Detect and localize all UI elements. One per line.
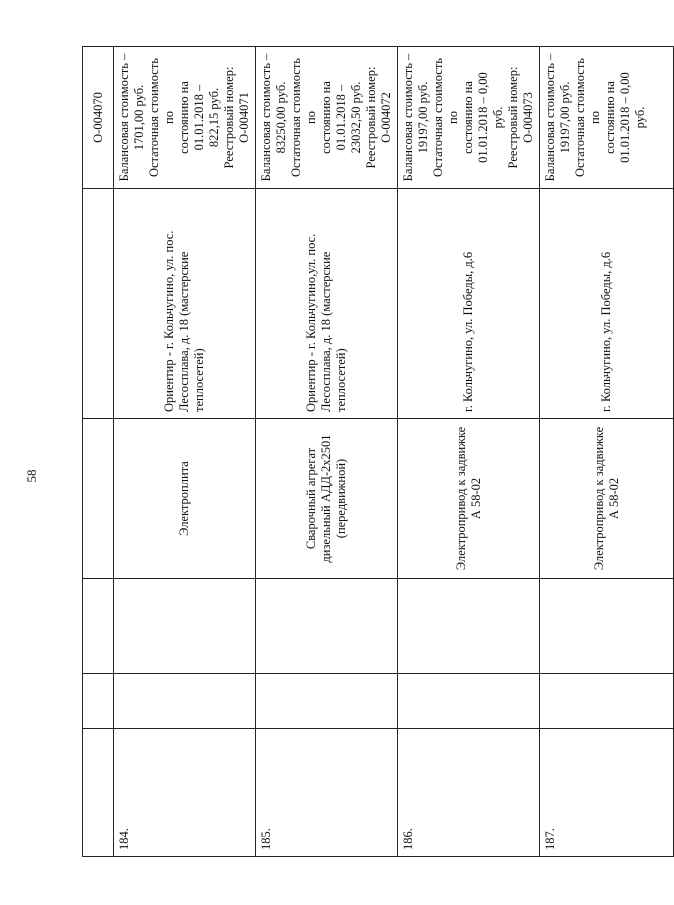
- empty-cell: [256, 579, 398, 674]
- header-registry-number: О-004070: [83, 47, 114, 189]
- value-line: Балансовая стоимость –: [259, 53, 273, 182]
- empty-cell: [398, 674, 540, 729]
- row-number: 187.: [540, 729, 674, 857]
- table-row: [114, 47, 256, 857]
- value-line: 1701,00 руб.: [132, 84, 146, 151]
- item-address: г. Кольчугино, ул. Победы, д.6: [540, 189, 674, 419]
- value-line: Остаточная стоимость по: [573, 58, 602, 178]
- value-line: 23032,50 руб.: [349, 81, 363, 154]
- value-line: О-004071: [237, 92, 251, 143]
- value-line: состоянию на 01.01.2018 –: [177, 81, 206, 154]
- empty-cell: [398, 579, 540, 674]
- value-line: О-004073: [521, 92, 535, 143]
- value-line: Остаточная стоимость по: [147, 58, 176, 178]
- table-row: [540, 47, 674, 857]
- table-row: [398, 47, 540, 857]
- item-address: Ориентир - г. Кольчугино,ул. пос. Лесосплава, д. 18 (мастерские теплосетей): [256, 189, 398, 419]
- value-line: состоянию на 01.01.2018 – 0,00: [461, 72, 490, 163]
- value-line: Остаточная стоимость по: [431, 58, 460, 178]
- header-cell: [83, 729, 114, 857]
- empty-cell: [540, 674, 674, 729]
- value-line: 19197,00 руб.: [416, 81, 430, 154]
- value-line: 822,15 руб.: [207, 87, 221, 148]
- value-line: состоянию на 01.01.2018 – 0,00: [603, 72, 632, 163]
- item-value: [398, 47, 540, 189]
- empty-cell: [256, 674, 398, 729]
- header-cell: [83, 419, 114, 579]
- property-table: [82, 47, 647, 857]
- item-name: Сварочный агрегат дизельный АДД-2х2501 (передвижной): [256, 419, 398, 579]
- value-line: Балансовая стоимость –: [117, 53, 131, 182]
- table-header-row: [83, 47, 114, 857]
- value-line: Реестровый номер:: [364, 66, 378, 169]
- empty-cell: [540, 579, 674, 674]
- empty-cell: [114, 674, 256, 729]
- item-value: [540, 47, 674, 189]
- value-line: Балансовая стоимость –: [401, 53, 415, 182]
- value-line: руб.: [633, 106, 647, 129]
- item-name: Электропривод к задвижке А 58-02: [540, 419, 674, 579]
- value-line: Остаточная стоимость по: [289, 58, 318, 178]
- value-line: Балансовая стоимость –: [543, 53, 557, 182]
- row-number: 184.: [114, 729, 256, 857]
- row-number: 185.: [256, 729, 398, 857]
- empty-cell: [114, 579, 256, 674]
- value-line: 83250,00 руб.: [274, 81, 288, 154]
- header-cell: [83, 579, 114, 674]
- value-line: О-004072: [379, 92, 393, 143]
- item-address: Ориентир - г. Кольчугино, ул. пос. Лесосплава, д. 18 (мастерские теплосетей): [114, 189, 256, 419]
- item-value: [114, 47, 256, 189]
- row-number: 186.: [398, 729, 540, 857]
- item-name: Электропривод к задвижке А 58-02: [398, 419, 540, 579]
- page-number: 58: [24, 469, 39, 483]
- item-name: Электроплита: [114, 419, 256, 579]
- item-address: г. Кольчугино, ул. Победы, д.6: [398, 189, 540, 419]
- value-line: Реестровый номер:: [222, 66, 236, 169]
- item-value: [256, 47, 398, 189]
- value-line: 19197,00 руб.: [558, 81, 572, 154]
- value-line: Реестровый номер:: [506, 66, 520, 169]
- header-cell: [83, 189, 114, 419]
- value-line: состоянию на 01.01.2018 –: [319, 81, 348, 154]
- document-table-area: [82, 47, 647, 857]
- value-line: руб.: [491, 106, 505, 129]
- header-cell: [83, 674, 114, 729]
- table-row: [256, 47, 398, 857]
